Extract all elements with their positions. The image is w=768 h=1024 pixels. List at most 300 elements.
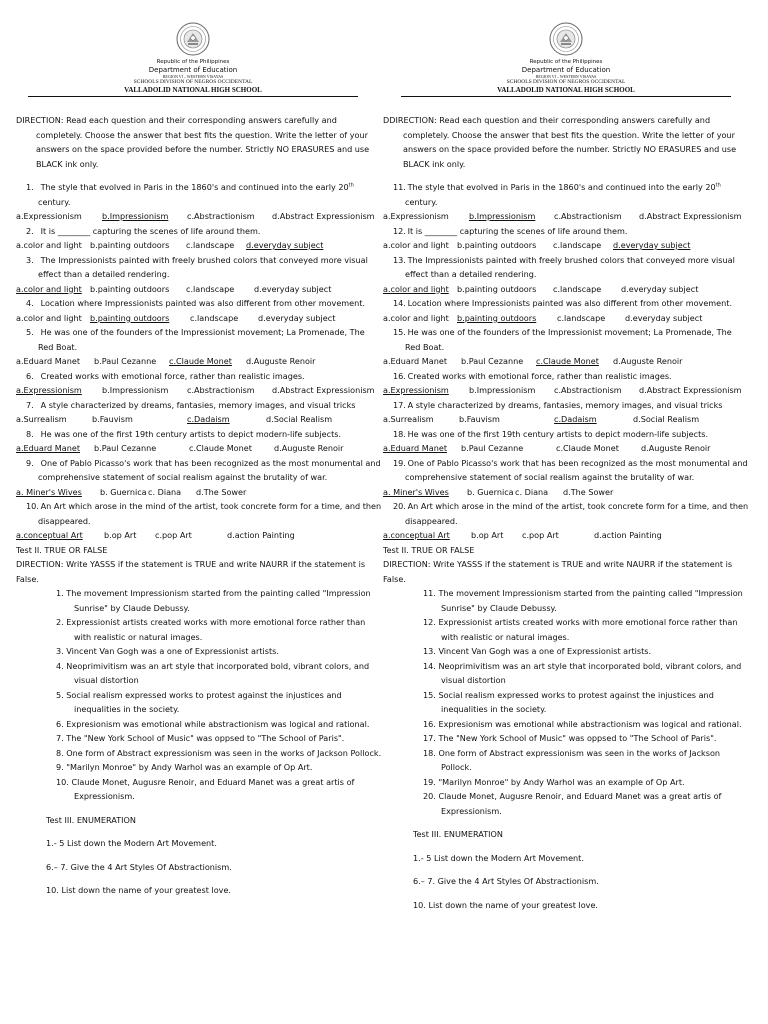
choice-option — [16, 485, 100, 500]
choice-row — [383, 412, 749, 427]
choice-answer: a. Miner's Wives — [383, 486, 449, 497]
choice-answer: b.painting outdoors — [90, 312, 170, 323]
choice-row — [383, 485, 749, 500]
true-false-list — [16, 586, 382, 804]
choice-option — [100, 485, 148, 500]
region-line: REGION VI – WESTERN VISAYAS — [535, 74, 597, 79]
choice-row — [16, 311, 382, 326]
choice-text: a.Eduard Manet — [16, 356, 80, 366]
tf-text: Claude Monet, Augusre Renoir, and Eduard Manet was a great artis of Expressionism. — [71, 776, 355, 801]
choice-text: c.pop Art — [522, 530, 559, 540]
tf-number: 4. — [56, 660, 67, 671]
tf-number: 10. — [56, 776, 72, 787]
question-item — [383, 180, 749, 209]
choice-text: b. Guernica — [100, 486, 147, 497]
true-false-item — [16, 586, 382, 615]
question-number: 8. — [26, 428, 34, 439]
choice-text: b.Fauvism — [92, 414, 133, 424]
question-text: One of Pablo Picasso's work that has been recognized as the most monumental and comprehensive statement of social realism against the brutality of war. — [38, 457, 381, 482]
choice-row — [16, 412, 382, 427]
choice-text: d.The Sower — [563, 486, 614, 497]
choice-row — [16, 383, 382, 398]
question-item — [383, 427, 749, 442]
choice-text: d.Abstract Expressionism — [639, 385, 742, 395]
choice-text: c. Diana — [148, 486, 182, 497]
choice-option — [383, 209, 469, 224]
question-number: 19. — [393, 457, 406, 468]
choice-text: c.landscape — [557, 312, 606, 323]
choice-option — [457, 311, 557, 326]
question-number: 7. — [26, 399, 34, 410]
choice-text: a.color and light — [383, 312, 449, 323]
question-text: He was one of the first 19th century artists to depict modern-life subjects. — [40, 428, 342, 439]
choice-text: a.color and light — [383, 240, 449, 250]
deped-seal-icon — [549, 22, 583, 56]
choice-row — [16, 528, 382, 543]
question-item — [16, 427, 382, 442]
choice-option — [613, 354, 713, 369]
choice-text: a.Surrealism — [383, 414, 434, 424]
choice-option — [633, 412, 733, 427]
choice-option — [563, 485, 643, 500]
choice-option — [383, 528, 471, 543]
tf-text: Neoprimivitism was an art style that incorporated bold, vibrant colors, and visual distortion — [438, 660, 742, 685]
choice-row — [16, 441, 382, 456]
choice-text: d.The Sower — [196, 486, 247, 497]
choice-option — [94, 441, 189, 456]
true-false-item — [16, 615, 382, 644]
question-text: It is ________ capturing the scenes of life around them. — [40, 225, 261, 236]
tf-text: The "New York School of Music" was oppsed to "The School of Paris". — [66, 733, 345, 743]
question-item — [16, 224, 382, 239]
choice-option — [94, 354, 169, 369]
choice-row — [383, 354, 749, 369]
choice-answer: a.conceptual Art — [16, 530, 83, 540]
choice-text: c.Abstractionism — [554, 211, 622, 221]
choice-text: c.pop Art — [155, 530, 192, 540]
letterhead — [401, 22, 731, 97]
true-false-item — [383, 717, 749, 732]
choice-option — [90, 238, 186, 253]
choice-text: d.Auguste Renoir — [641, 443, 711, 453]
choice-option — [457, 238, 553, 253]
question-item — [383, 224, 749, 239]
choice-text: c.Abstractionism — [187, 211, 255, 221]
true-false-item — [383, 659, 749, 688]
direction-text: DIRECTION: Read each question and their corresponding answers carefully and completely. Choose the answer that best fits the question. Write the letter of your answers on the space provided before the number. Strictly NO ERASURES and use BLACK ink only. — [16, 115, 370, 169]
choice-text: b.painting outdoors — [457, 283, 537, 294]
choice-answer: a.color and light — [16, 283, 82, 294]
choice-option — [258, 311, 358, 326]
choice-row — [16, 485, 382, 500]
question-number: 5. — [26, 327, 34, 337]
tf-number: 8. — [56, 747, 67, 758]
exam-body — [16, 113, 382, 898]
test3-title: Test III. ENUMERATION — [46, 814, 136, 825]
question-text: A style characterized by dreams, fantasies, memory images, and visual tricks — [407, 399, 723, 410]
choice-answer: b.Impressionism — [102, 211, 169, 221]
question-text: The style that evolved in Paris in the 1860's and continued into the early 20th century. — [405, 182, 721, 207]
school-name: VALLADOLID NATIONAL HIGH SCHOOL — [28, 86, 358, 97]
choice-text: c.Abstractionism — [554, 385, 622, 395]
choice-option — [16, 209, 102, 224]
tf-text: Vincent Van Gogh was a one of Expressionist artists. — [66, 646, 279, 656]
choice-option — [536, 354, 613, 369]
choice-option — [383, 485, 467, 500]
choice-text: d.Auguste Renoir — [274, 443, 344, 453]
question-text: The style that evolved in Paris in the 1860's and continued into the early 20th century. — [38, 182, 354, 207]
choice-option — [92, 412, 187, 427]
true-false-list — [383, 586, 749, 818]
tf-number: 3. — [56, 646, 67, 656]
question-item — [383, 296, 749, 311]
question-text: One of Pablo Picasso's work that has been recognized as the most monumental and comprehensive statement of social realism against the brutality of war. — [405, 457, 748, 482]
true-false-item — [383, 746, 749, 775]
question-number: 13. — [393, 254, 406, 265]
question-number: 1. — [26, 182, 34, 192]
choice-text: d.Auguste Renoir — [613, 356, 683, 366]
choice-option — [457, 282, 553, 297]
choice-text: b.Impressionism — [102, 385, 169, 395]
choice-text: d.Social Realism — [266, 414, 333, 424]
deped-seal-icon — [176, 22, 210, 56]
choice-option — [16, 528, 104, 543]
question-item — [383, 253, 749, 282]
choice-option — [155, 528, 227, 543]
question-number: 15. — [393, 327, 406, 337]
question-text: The Impressionists painted with freely brushed colors that conveyed more visual effect than a detailed rendering. — [405, 254, 735, 279]
tf-text: Neoprimivitism was an art style that incorporated bold, vibrant colors, and visual distortion — [66, 660, 370, 685]
enumeration-item: 10. List down the name of your greatest love. — [46, 885, 231, 895]
question-number: 9. — [26, 457, 34, 468]
tf-number: 1. — [56, 588, 67, 598]
choice-option — [461, 354, 536, 369]
test2-title: Test II. TRUE OR FALSE — [16, 544, 108, 555]
division-line: SCHOOLS DIVISION OF NEGROS OCCIDENTAL — [506, 79, 626, 85]
choice-option — [639, 383, 749, 398]
question-text: Location where Impressionists painted was also different from other movement. — [40, 298, 366, 308]
choice-text: d.Abstract Expressionism — [272, 385, 375, 395]
choice-answer: a.conceptual Art — [383, 530, 450, 540]
choice-text: d.everyday subject — [625, 312, 703, 323]
choice-option — [272, 383, 382, 398]
choice-text: c.landscape — [553, 240, 602, 250]
choice-text: b.op Art — [471, 530, 504, 540]
choice-option — [553, 282, 621, 297]
choice-option — [639, 209, 749, 224]
choice-answer: a.Expressionism — [383, 385, 449, 395]
tf-number: 18. — [423, 747, 439, 758]
tf-number: 17. — [423, 733, 439, 743]
choice-answer: a. Miner's Wives — [16, 486, 82, 497]
question-number: 3. — [26, 254, 34, 265]
choice-row — [16, 209, 382, 224]
choice-option — [90, 311, 190, 326]
tf-number: 6. — [56, 718, 67, 729]
tf-number: 14. — [423, 660, 439, 671]
tf-number: 16. — [423, 718, 439, 729]
true-false-item — [383, 586, 749, 615]
question-number: 20. — [393, 501, 406, 511]
choice-option — [274, 441, 374, 456]
choice-option — [189, 441, 274, 456]
choice-text: c.landscape — [186, 283, 235, 294]
choice-text: b.painting outdoors — [90, 240, 170, 250]
enumeration-item: 10. List down the name of your greatest love. — [413, 899, 598, 910]
choice-text: d.Social Realism — [633, 414, 700, 424]
choice-text: b.painting outdoors — [90, 283, 170, 294]
tf-text: Claude Monet, Augusre Renoir, and Eduard Manet was a great artis of Expressionism. — [438, 791, 722, 816]
choice-answer: c.Dadaism — [554, 414, 597, 424]
choice-option — [594, 528, 694, 543]
tf-text: The movement Impressionism started from the painting called "Impression Sunrise" by Claude Debussy. — [438, 588, 743, 613]
choice-option — [383, 238, 457, 253]
choice-option — [148, 485, 196, 500]
choice-option — [16, 412, 92, 427]
question-list — [383, 180, 749, 543]
choice-answer: d.everyday subject — [613, 240, 691, 250]
question-item — [383, 499, 749, 528]
republic-line: Republic of the Philippines — [529, 59, 603, 65]
question-number: 2. — [26, 225, 34, 236]
tf-number: 2. — [56, 617, 67, 627]
tf-text: Expresionism was emotional while abstractionism was logical and rational. — [438, 718, 742, 729]
question-number: 6. — [26, 370, 34, 381]
question-number: 14. — [393, 298, 406, 308]
true-false-item — [16, 746, 382, 761]
choice-option — [186, 282, 254, 297]
division-line: SCHOOLS DIVISION OF NEGROS OCCIDENTAL — [133, 79, 253, 85]
choice-option — [16, 441, 94, 456]
choice-option — [102, 383, 187, 398]
choice-option — [522, 528, 594, 543]
choice-text: a.Eduard Manet — [383, 356, 447, 366]
choice-option — [554, 412, 633, 427]
choice-text: d.Abstract Expressionism — [272, 211, 375, 221]
true-false-item — [383, 615, 749, 644]
choice-answer: a.color and light — [383, 283, 449, 294]
true-false-item — [16, 659, 382, 688]
choice-option — [187, 412, 266, 427]
choice-text: c.landscape — [553, 283, 602, 294]
choice-text: c.Claude Monet — [556, 443, 619, 453]
choice-option — [556, 441, 641, 456]
question-text: He was one of the first 19th century artists to depict modern-life subjects. — [407, 428, 709, 439]
choice-text: b.Paul Cezanne — [461, 356, 524, 366]
question-number: 12. — [393, 225, 406, 236]
choice-option — [169, 354, 246, 369]
question-item — [383, 369, 749, 384]
choice-option — [186, 238, 246, 253]
choice-text: c.Claude Monet — [189, 443, 252, 453]
choice-option — [554, 209, 639, 224]
choice-option — [196, 485, 276, 500]
choice-option — [16, 354, 94, 369]
tf-text: Expresionism was emotional while abstractionism was logical and rational. — [66, 718, 370, 729]
choice-answer: c.Claude Monet — [536, 356, 599, 366]
choice-option — [613, 238, 713, 253]
question-text: A style characterized by dreams, fantasies, memory images, and visual tricks — [40, 399, 356, 410]
choice-answer: b.Impressionism — [469, 211, 536, 221]
region-line: REGION VI – WESTERN VISAYAS — [162, 74, 224, 79]
choice-option — [467, 485, 515, 500]
tf-number: 11. — [423, 588, 439, 598]
choice-option — [554, 383, 639, 398]
choice-text: b.Impressionism — [469, 385, 536, 395]
choice-option — [469, 383, 554, 398]
choice-option — [515, 485, 563, 500]
choice-option — [266, 412, 366, 427]
choice-text: b. Guernica — [467, 486, 514, 497]
choice-row — [16, 238, 382, 253]
tf-text: One form of Abstract expressionism was seen in the works of Jackson Pollock. — [438, 747, 721, 772]
choice-text: b.Paul Cezanne — [461, 443, 524, 453]
letterhead — [28, 22, 358, 97]
choice-text: b.Paul Cezanne — [94, 356, 157, 366]
question-item — [16, 325, 382, 354]
question-text: An Art which arose in the mind of the artist, took concrete form for a time, and then disappeared. — [38, 501, 382, 526]
choice-text: d.Auguste Renoir — [246, 356, 316, 366]
true-false-item — [16, 760, 382, 775]
choice-answer: a.Expressionism — [16, 385, 82, 395]
question-item — [383, 456, 749, 485]
choice-row — [383, 209, 749, 224]
enumeration-item: 1.- 5 List down the Modern Art Movement. — [46, 838, 217, 848]
choice-text: c. Diana — [515, 486, 549, 497]
tf-number: 12. — [423, 617, 439, 627]
true-false-item — [16, 688, 382, 717]
choice-text: b.op Art — [104, 530, 137, 540]
test3-title: Test III. ENUMERATION — [413, 829, 503, 839]
question-number: 17. — [393, 399, 406, 410]
choice-option — [187, 209, 272, 224]
question-number: 10. — [26, 501, 39, 511]
choice-text: c.Abstractionism — [187, 385, 255, 395]
question-item — [16, 253, 382, 282]
choice-option — [459, 412, 554, 427]
tf-text: The "New York School of Music" was oppsed to "The School of Paris". — [438, 733, 717, 743]
choice-text: b.painting outdoors — [457, 240, 537, 250]
choice-answer: c.Claude Monet — [169, 356, 232, 366]
choice-text: a.Expressionism — [16, 211, 82, 221]
choice-option — [16, 282, 90, 297]
choice-option — [16, 238, 90, 253]
school-name: VALLADOLID NATIONAL HIGH SCHOOL — [401, 86, 731, 97]
choice-option — [641, 441, 741, 456]
question-item — [16, 456, 382, 485]
question-text: He was one of the founders of the Impressionist movement; La Promenade, The Red Boat. — [405, 327, 732, 352]
test2-title: Test II. TRUE OR FALSE — [383, 544, 475, 555]
question-item — [383, 398, 749, 413]
choice-option — [16, 383, 102, 398]
choice-option — [383, 383, 469, 398]
choice-option — [227, 528, 327, 543]
tf-text: Social realism expressed works to protest against the injustices and inequalities in the society. — [438, 689, 714, 714]
tf-text: Vincent Van Gogh was a one of Expressionist artists. — [438, 646, 652, 656]
question-text: An Art which arose in the mind of the artist, took concrete form for a time, and then disappeared. — [405, 501, 749, 526]
choice-option — [383, 412, 459, 427]
choice-option — [272, 209, 382, 224]
question-text: Location where Impressionists painted was also different from other movement. — [407, 298, 733, 308]
choice-answer: a.Eduard Manet — [16, 443, 80, 453]
question-item — [16, 369, 382, 384]
choice-row — [383, 311, 749, 326]
true-false-item — [16, 644, 382, 659]
tf-text: Social realism expressed works to protest against the injustices and inequalities in the society. — [66, 689, 342, 714]
tf-text: Expressionist artists created works with more emotional force rather than with realistic or natural images. — [438, 617, 738, 642]
choice-text: a.Surrealism — [16, 414, 67, 424]
department-line: Department of Education — [148, 66, 238, 74]
question-item — [16, 296, 382, 311]
choice-option — [187, 383, 272, 398]
question-number: 11. — [393, 182, 406, 192]
choice-option — [254, 282, 354, 297]
choice-text: b.Fauvism — [459, 414, 500, 424]
choice-option — [90, 282, 186, 297]
department-line: Department of Education — [521, 66, 611, 74]
true-false-item — [383, 688, 749, 717]
tf-number: 5. — [56, 689, 67, 700]
choice-option — [621, 282, 721, 297]
question-item — [16, 180, 382, 209]
enumeration-list — [383, 842, 749, 913]
true-false-item — [383, 789, 749, 818]
question-item — [16, 398, 382, 413]
tf-number: 9. — [56, 762, 67, 772]
tf-text: One form of Abstract expressionism was seen in the works of Jackson Pollock. — [66, 747, 382, 758]
question-item — [383, 325, 749, 354]
choice-text: a.color and light — [16, 312, 82, 323]
question-text: It is ________ capturing the scenes of life around them. — [407, 225, 628, 236]
tf-text: The movement Impressionism started from the painting called "Impression Sunrise" by Claude Debussy. — [66, 588, 371, 613]
choice-option — [190, 311, 258, 326]
true-false-item — [383, 775, 749, 790]
choice-answer: a.Eduard Manet — [383, 443, 447, 453]
choice-text: c.landscape — [186, 240, 235, 250]
choice-text: d.everyday subject — [621, 283, 699, 294]
choice-text: b.Paul Cezanne — [94, 443, 157, 453]
choice-answer: c.Dadaism — [187, 414, 230, 424]
choice-text: d.action Painting — [227, 530, 295, 540]
choice-option — [625, 311, 725, 326]
question-text: Created works with emotional force, rather than realistic images. — [40, 370, 305, 381]
enumeration-list — [16, 827, 382, 898]
choice-text: d.action Painting — [594, 530, 662, 540]
choice-row — [383, 282, 749, 297]
choice-row — [383, 441, 749, 456]
exam-body — [383, 113, 749, 912]
test2-direction: DIRECTION: Write YASSS if the statement is TRUE and write NAURR if the statement is False. — [383, 559, 733, 584]
true-false-item — [383, 731, 749, 746]
enumeration-item: 1.- 5 List down the Modern Art Movement. — [413, 852, 584, 863]
choice-option — [469, 209, 554, 224]
choice-row — [383, 238, 749, 253]
choice-option — [383, 282, 457, 297]
choice-row — [16, 354, 382, 369]
question-number: 4. — [26, 298, 34, 308]
enumeration-item: 6.– 7. Give the 4 Art Styles Of Abstractionism. — [46, 861, 232, 872]
tf-number: 7. — [56, 733, 67, 743]
choice-option — [102, 209, 187, 224]
choice-option — [471, 528, 522, 543]
question-text: He was one of the founders of the Impressionist movement; La Promenade, The Red Boat. — [38, 327, 365, 352]
tf-number: 13. — [423, 646, 439, 656]
choice-row — [383, 383, 749, 398]
choice-option — [246, 238, 346, 253]
choice-text: c.landscape — [190, 312, 239, 323]
choice-text: a.color and light — [16, 240, 82, 250]
true-false-item — [16, 717, 382, 732]
